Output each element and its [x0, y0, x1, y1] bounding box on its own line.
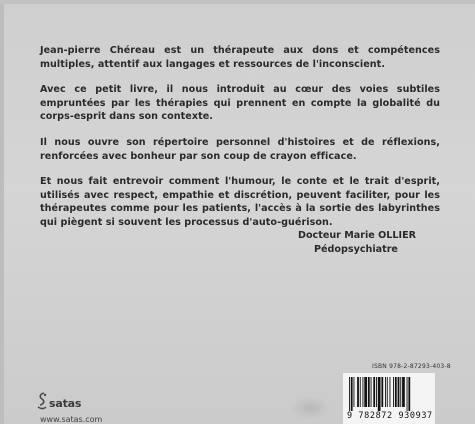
isbn-label: ISBN 978-2-87293-403-8	[372, 363, 451, 370]
barcode-bar	[368, 377, 370, 407]
signature-role: Pédopsychiatre	[314, 244, 398, 255]
barcode-bar	[381, 377, 383, 407]
barcode-bar	[387, 377, 388, 407]
barcode-bar	[371, 377, 372, 407]
barcode-bar	[400, 377, 401, 407]
barcode-bar	[363, 377, 364, 407]
publisher-logo	[36, 392, 96, 412]
barcode-bar	[393, 377, 394, 407]
barcode-bar	[407, 377, 408, 411]
signature-block	[298, 229, 458, 257]
barcode-bar	[376, 377, 377, 407]
barcode-bar	[390, 377, 391, 407]
barcode-bar	[357, 377, 359, 407]
barcode-digits: 9 782872 930937	[347, 411, 433, 421]
cover-edge	[0, 0, 4, 424]
blurb-text	[40, 44, 440, 230]
blurb-paragraph-2: Avec ce petit livre, il nous introduit au cœur des voies subtiles empruntées par les thérapies qui prennent en compte la globalité du corps-esprit dans son contexte.	[40, 84, 440, 123]
barcode-bar	[395, 377, 397, 407]
barcode-bar	[402, 377, 405, 407]
barcode-bar	[354, 377, 355, 407]
blurb-paragraph-1: Jean-pierre Chéreau est un thérapeute aux dons et compétences multiples, attentif aux langages et ressources de l'inconscient.	[40, 45, 440, 70]
cover-smudge	[290, 396, 330, 420]
barcode-bar	[349, 377, 350, 411]
barcode-bar	[373, 377, 375, 407]
barcode-bar	[398, 377, 400, 407]
blurb-paragraph-3: Il nous ouvre son répertoire personnel d'histoires et de réflexions, renforcées avec bonheur par son coup de crayon efficace.	[40, 136, 440, 162]
signature-name: Docteur Marie OLLIER	[298, 230, 417, 241]
barcode-bar	[351, 377, 353, 411]
barcode	[343, 373, 435, 424]
barcode-bar	[385, 377, 386, 407]
barcode-bars	[349, 377, 429, 411]
barcode-bar	[360, 377, 361, 407]
publisher-logo-text: satas	[49, 397, 82, 410]
barcode-bar	[364, 377, 367, 407]
publisher-logo-icon	[36, 392, 48, 412]
barcode-bar	[378, 377, 381, 411]
barcode-bar	[408, 377, 410, 411]
publisher-website: www.satas.com	[40, 415, 103, 424]
cover-top-edge	[0, 0, 475, 4]
blurb-paragraph-4: Et nous fait entrevoir comment l'humour, le conte et le trait d'esprit, utilisés avec respect, empathie et discrétion, peuvent faciliter, pour les thérapeutes comme pour les patients, l'accès à la sortie des labyrinthes qui piègent si souvent les processus d'auto-guérison.	[40, 176, 440, 228]
